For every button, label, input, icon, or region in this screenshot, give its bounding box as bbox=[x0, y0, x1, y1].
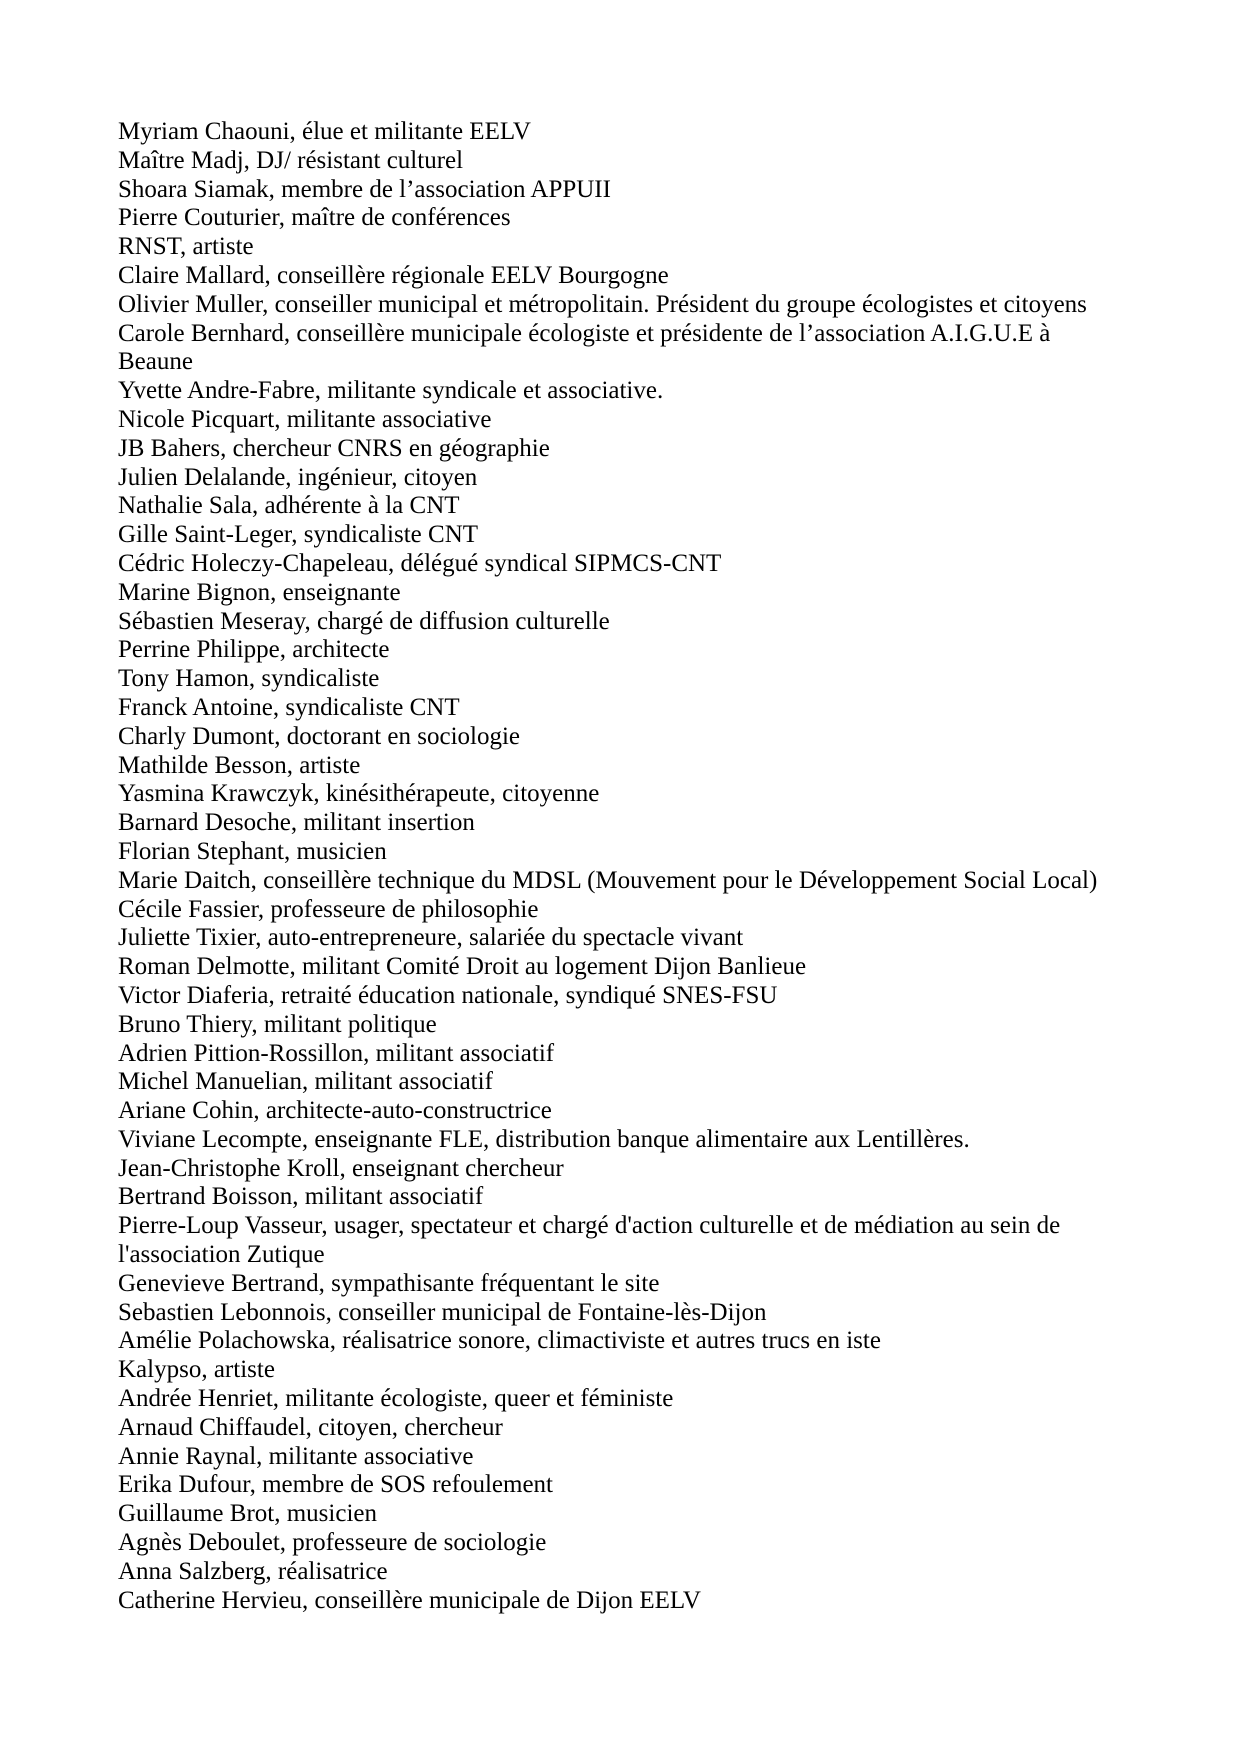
signatory-entry: Agnès Deboulet, professeure de sociologie bbox=[118, 1529, 547, 1557]
signatory-entry: Yvette Andre-Fabre, militante syndicale et associative. bbox=[118, 377, 664, 405]
signatory-entry: Franck Antoine, syndicaliste CNT bbox=[118, 693, 460, 721]
signatory-entry: Charly Dumont, doctorant en sociologie bbox=[118, 722, 521, 750]
signatory-list bbox=[118, 118, 1122, 1615]
signatory-entry: Pierre-Loup Vasseur, usager, spectateur et chargé d'action culturelle et de médiation au sein de l'association Zutique bbox=[118, 1212, 1061, 1269]
signatory-entry: Viviane Lecompte, enseignante FLE, distribution banque alimentaire aux Lentillères. bbox=[118, 1125, 970, 1153]
signatory-entry: Cécile Fassier, professeure de philosophie bbox=[118, 895, 539, 923]
signatory-entry: JB Bahers, chercheur CNRS en géographie bbox=[118, 434, 550, 462]
signatory-entry: Sébastien Meseray, chargé de diffusion culturelle bbox=[118, 607, 610, 635]
signatory-entry: Bertrand Boisson, militant associatif bbox=[118, 1183, 484, 1211]
signatory-entry: Nathalie Sala, adhérente à la CNT bbox=[118, 492, 460, 520]
signatory-entry: Erika Dufour, membre de SOS refoulement bbox=[118, 1471, 553, 1499]
signatory-entry: Kalypso, artiste bbox=[118, 1356, 275, 1384]
signatory-entry: Guillaume Brot, musicien bbox=[118, 1500, 377, 1528]
signatory-entry: Mathilde Besson, artiste bbox=[118, 751, 361, 779]
signatory-entry: Marie Daitch, conseillère technique du MDSL (Mouvement pour le Développement Social Local) bbox=[118, 866, 1098, 894]
signatory-entry: Cédric Holeczy-Chapeleau, délégué syndical SIPMCS-CNT bbox=[118, 549, 722, 577]
signatory-entry: Sebastien Lebonnois, conseiller municipal de Fontaine-lès-Dijon bbox=[118, 1298, 767, 1326]
signatory-entry: Perrine Philippe, architecte bbox=[118, 636, 390, 664]
signatory-entry: Jean-Christophe Kroll, enseignant chercheur bbox=[118, 1154, 564, 1182]
signatory-entry: Anna Salzberg, réalisatrice bbox=[118, 1557, 388, 1585]
signatory-entry: Annie Raynal, militante associative bbox=[118, 1442, 474, 1470]
signatory-entry: Genevieve Bertrand, sympathisante fréquentant le site bbox=[118, 1269, 660, 1297]
signatory-entry: Julien Delalande, ingénieur, citoyen bbox=[118, 463, 478, 491]
signatory-entry: Catherine Hervieu, conseillère municipale de Dijon EELV bbox=[118, 1586, 701, 1614]
signatory-entry: Roman Delmotte, militant Comité Droit au logement Dijon Banlieue bbox=[118, 953, 807, 981]
signatory-entry: Bruno Thiery, militant politique bbox=[118, 1010, 437, 1038]
signatory-entry: Gille Saint-Leger, syndicaliste CNT bbox=[118, 521, 479, 549]
signatory-entry: Juliette Tixier, auto-entrepreneure, salariée du spectacle vivant bbox=[118, 924, 744, 952]
signatory-entry: Myriam Chaouni, élue et militante EELV bbox=[118, 118, 531, 145]
signatory-entry: Tony Hamon, syndicaliste bbox=[118, 665, 380, 693]
signatory-entry: Maître Madj, DJ/ résistant culturel bbox=[118, 146, 464, 174]
signatory-entry: Ariane Cohin, architecte-auto-constructrice bbox=[118, 1097, 552, 1125]
signatory-entry: Yasmina Krawczyk, kinésithérapeute, citoyenne bbox=[118, 780, 600, 808]
signatory-entry: Shoara Siamak, membre de l’association APPUII bbox=[118, 175, 611, 203]
signatory-entry: Claire Mallard, conseillère régionale EELV Bourgogne bbox=[118, 261, 669, 289]
signatory-entry: Nicole Picquart, militante associative bbox=[118, 405, 492, 433]
signatory-entry: Arnaud Chiffaudel, citoyen, chercheur bbox=[118, 1413, 503, 1441]
signatory-entry: Adrien Pittion-Rossillon, militant associatif bbox=[118, 1039, 555, 1067]
signatory-entry: Pierre Couturier, maître de conférences bbox=[118, 204, 511, 232]
signatory-entry: Michel Manuelian, militant associatif bbox=[118, 1068, 493, 1096]
signatory-entry: Olivier Muller, conseiller municipal et métropolitain. Président du groupe écologistes et citoyens bbox=[118, 290, 1087, 318]
signatory-entry: Amélie Polachowska, réalisatrice sonore, climactiviste et autres trucs en iste bbox=[118, 1327, 881, 1355]
signatory-entry: Andrée Henriet, militante écologiste, queer et féministe bbox=[118, 1385, 674, 1413]
signatory-entry: Carole Bernhard, conseillère municipale écologiste et présidente de l’association A.I.G.U.E à Beaune bbox=[118, 319, 1051, 376]
signatory-entry: RNST, artiste bbox=[118, 233, 254, 261]
signatory-entry: Victor Diaferia, retraité éducation nationale, syndiqué SNES-FSU bbox=[118, 981, 778, 1009]
signatory-entry: Marine Bignon, enseignante bbox=[118, 578, 401, 606]
signatory-entry: Florian Stephant, musicien bbox=[118, 837, 387, 865]
signatory-entry: Barnard Desoche, militant insertion bbox=[118, 809, 475, 837]
